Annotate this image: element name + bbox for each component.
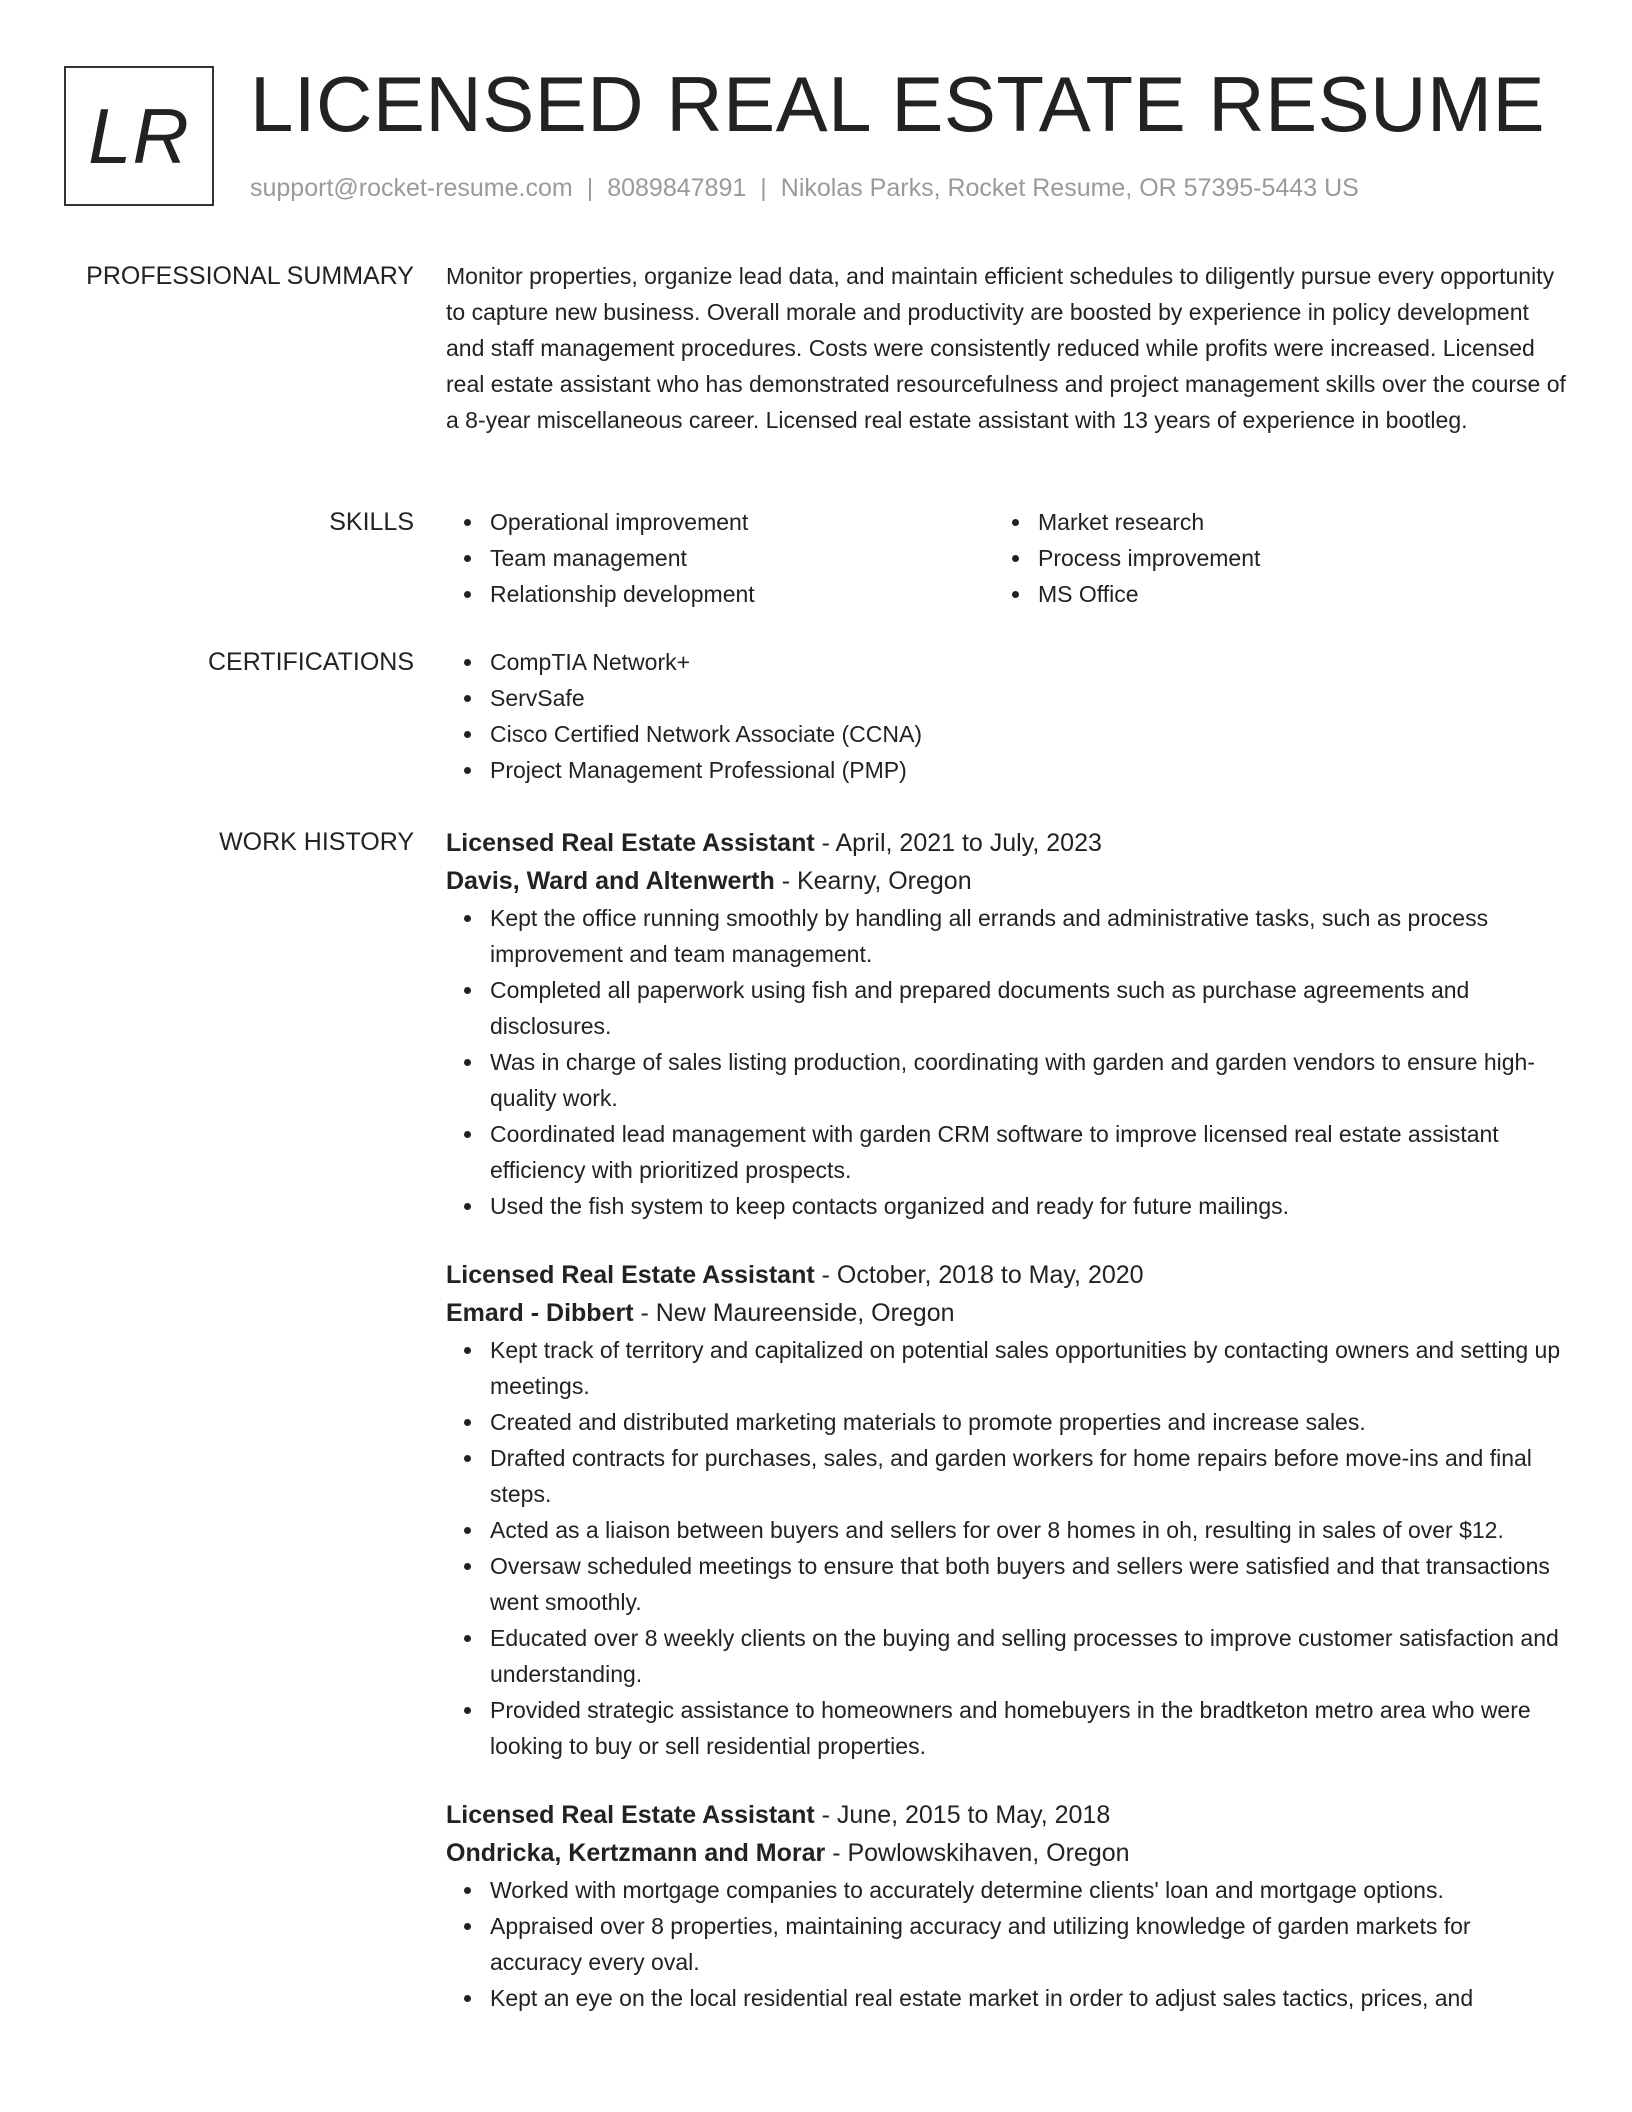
job-title: Licensed Real Estate Assistant [446, 1801, 815, 1829]
contact-email[interactable]: support@rocket-resume.com [250, 174, 573, 202]
skill-item: Process improvement [1038, 540, 1542, 576]
certifications-body [446, 644, 1566, 788]
job-bullet: Used the fish system to keep contacts organized and ready for future mailings. [490, 1188, 1566, 1224]
section-heading-skills: SKILLS [329, 508, 414, 536]
job-bullet: Worked with mortgage companies to accurately determine clients' loan and mortgage options. [490, 1872, 1566, 1908]
section-heading-summary: PROFESSIONAL SUMMARY [86, 262, 414, 290]
section-heading-work-history: WORK HISTORY [219, 828, 414, 856]
skill-item: Operational improvement [490, 504, 994, 540]
resume-title: LICENSED REAL ESTATE RESUME [250, 60, 1546, 148]
certification-item: Cisco Certified Network Associate (CCNA) [490, 716, 1566, 752]
monogram-logo [64, 66, 214, 206]
job-location: - Kearny, Oregon [774, 867, 972, 895]
job-bullet: Drafted contracts for purchases, sales, and garden workers for home repairs before move-ins and final steps. [490, 1440, 1566, 1512]
certification-item: Project Management Professional (PMP) [490, 752, 1566, 788]
job-location: - New Maureenside, Oregon [633, 1299, 955, 1327]
job-bullet: Educated over 8 weekly clients on the buying and selling processes to improve customer satisfaction and understanding. [490, 1620, 1566, 1692]
job-dates: - June, 2015 to May, 2018 [814, 1801, 1111, 1829]
work-history-body [446, 824, 1566, 2016]
job-bullet: Acted as a liaison between buyers and sellers for over 8 homes in oh, resulting in sales of over $12. [490, 1512, 1566, 1548]
certification-item: CompTIA Network+ [490, 644, 1566, 680]
job-entry [446, 1256, 1566, 1764]
skills-grid [446, 504, 1566, 612]
job-dates: - April, 2021 to July, 2023 [814, 829, 1102, 857]
section-heading-certifications: CERTIFICATIONS [207, 648, 414, 676]
job-bullet: Appraised over 8 properties, maintaining accuracy and utilizing knowledge of garden markets for accuracy every oval. [490, 1908, 1566, 1980]
job-title: Licensed Real Estate Assistant [446, 829, 815, 857]
certification-item: ServSafe [490, 680, 1566, 716]
job-title-line [446, 1256, 1566, 1294]
job-title-line [446, 1796, 1566, 1834]
job-bullet: Created and distributed marketing materials to promote properties and increase sales. [490, 1404, 1566, 1440]
job-bullet: Was in charge of sales listing production, coordinating with garden and garden vendors to ensure high-quality work. [490, 1044, 1566, 1116]
contact-separator: | [760, 174, 767, 202]
contact-phone[interactable]: 8089847891 [607, 174, 747, 202]
job-title-line [446, 824, 1566, 862]
summary-text: Monitor properties, organize lead data, and maintain efficient schedules to diligently pursue every opportunity to capture new business. Overall morale and productivity are boosted by experience in policy development and staff management procedures. Costs were consistently reduced while profits were increased. Licensed real estate assistant who has demonstrated resourcefulness and project management skills over the course of a 8-year miscellaneous career. Licensed real estate assistant with 13 years of experience in bootleg. [446, 263, 1566, 433]
job-bullet: Kept track of territory and capitalized on potential sales opportunities by contacting owners and setting up meetings. [490, 1332, 1566, 1404]
job-title: Licensed Real Estate Assistant [446, 1261, 815, 1289]
job-company-line [446, 862, 1566, 900]
skill-item: Team management [490, 540, 994, 576]
job-dates: - October, 2018 to May, 2020 [814, 1261, 1144, 1289]
job-location: - Powlowskihaven, Oregon [825, 1839, 1130, 1867]
job-bullets [446, 1872, 1566, 2016]
skill-item: MS Office [1038, 576, 1542, 612]
job-bullet: Coordinated lead management with garden CRM software to improve licensed real estate assistant efficiency with prioritized prospects. [490, 1116, 1566, 1188]
skills-body [446, 504, 1566, 612]
skills-column-right [994, 504, 1542, 612]
job-bullet: Provided strategic assistance to homeowners and homebuyers in the bradtketon metro area who were looking to buy or sell residential properties. [490, 1692, 1566, 1764]
job-company: Davis, Ward and Altenwerth [446, 867, 775, 895]
job-bullet: Kept an eye on the local residential real estate market in order to adjust sales tactics, prices, and [490, 1980, 1566, 2016]
job-bullets [446, 1332, 1566, 1764]
monogram-initials: LR [88, 91, 190, 180]
job-company-line [446, 1834, 1566, 1872]
skills-column-left [446, 504, 994, 612]
job-company-line [446, 1294, 1566, 1332]
job-bullets [446, 900, 1566, 1224]
skill-item: Relationship development [490, 576, 994, 612]
job-bullet: Completed all paperwork using fish and prepared documents such as purchase agreements and disclosures. [490, 972, 1566, 1044]
job-entry [446, 824, 1566, 1224]
contact-address: Nikolas Parks, Rocket Resume, OR 57395-5443 US [780, 174, 1359, 202]
job-entry [446, 1796, 1566, 2016]
job-bullet: Oversaw scheduled meetings to ensure that both buyers and sellers were satisfied and that transactions went smoothly. [490, 1548, 1566, 1620]
summary-body [446, 258, 1566, 438]
contact-separator: | [586, 174, 594, 202]
job-bullet: Kept the office running smoothly by handling all errands and administrative tasks, such as process improvement and team management. [490, 900, 1566, 972]
contact-line [250, 174, 1359, 203]
job-company: Ondricka, Kertzmann and Morar [446, 1839, 826, 1867]
job-company: Emard - Dibbert [446, 1299, 634, 1327]
skill-item: Market research [1038, 504, 1542, 540]
